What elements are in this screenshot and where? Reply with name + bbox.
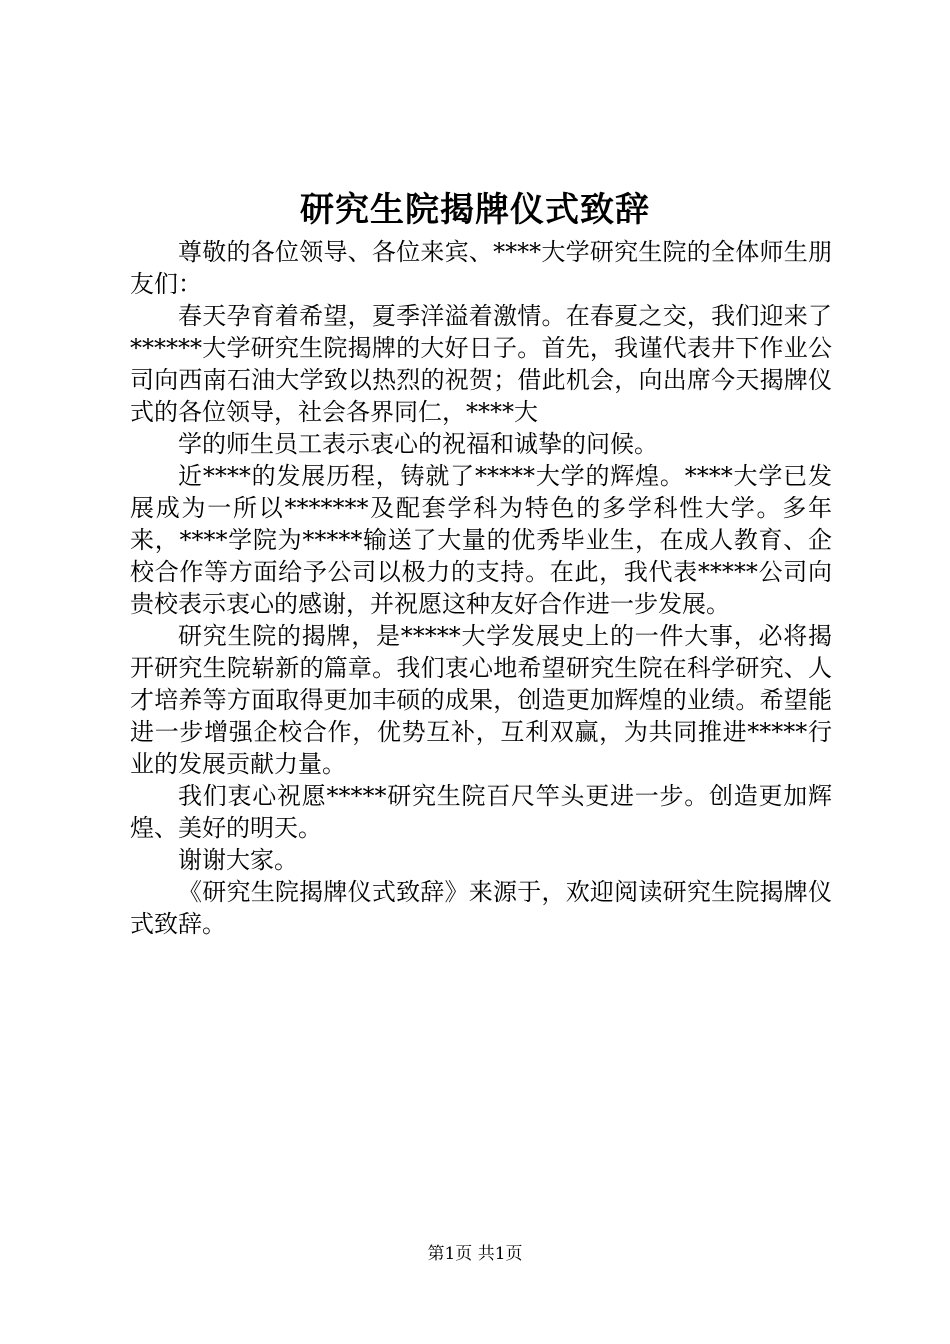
document-body xyxy=(130,236,832,940)
salutation-paragraph: 尊敬的各位领导、各位来宾、****大学研究生院的全体师生朋友们： xyxy=(130,238,832,298)
document-title: 研究生院揭牌仪式致辞 xyxy=(300,190,650,230)
body-paragraph: 春天孕育着希望，夏季洋溢着激情。在春夏之交，我们迎来了******大学研究生院揭牌的大好日子。首先，我谨代表井下作业公司向西南石油大学致以热烈的祝贺；借此机会，向出席今天揭牌仪式的各位领导，社会各界同仁，****大 xyxy=(130,302,832,426)
body-paragraph: 我们衷心祝愿*****研究生院百尺竿头更进一步。创造更加辉煌、美好的明天。 xyxy=(130,782,832,842)
closing-paragraph: 谢谢大家。 xyxy=(178,846,298,874)
page-number-footer: 第1页 共1页 xyxy=(427,1244,523,1264)
body-paragraph: 近****的发展历程，铸就了*****大学的辉煌。****大学已发展成为一所以*******及配套学科为特色的多学科性大学。多年来，****学院为*****输送了大量的优秀毕业生，在成人教育、企校合作等方面给予公司以极力的支持。在此，我代表*****公司向贵校表示衷心的感谢，并祝愿这种友好合作进一步发展。 xyxy=(130,462,832,618)
body-paragraph: 研究生院的揭牌，是*****大学发展史上的一件大事，必将揭开研究生院崭新的篇章。我们衷心地希望研究生院在科学研究、人才培养等方面取得更加丰硕的成果，创造更加辉煌的业绩。希望能进一步增强企校合作，优势互补，互利双赢，为共同推进*****行业的发展贡献力量。 xyxy=(130,622,832,778)
source-note-paragraph: 《研究生院揭牌仪式致辞》来源于，欢迎阅读研究生院揭牌仪式致辞。 xyxy=(130,878,832,938)
body-paragraph: 学的师生员工表示衷心的祝福和诚挚的问候。 xyxy=(178,430,658,458)
